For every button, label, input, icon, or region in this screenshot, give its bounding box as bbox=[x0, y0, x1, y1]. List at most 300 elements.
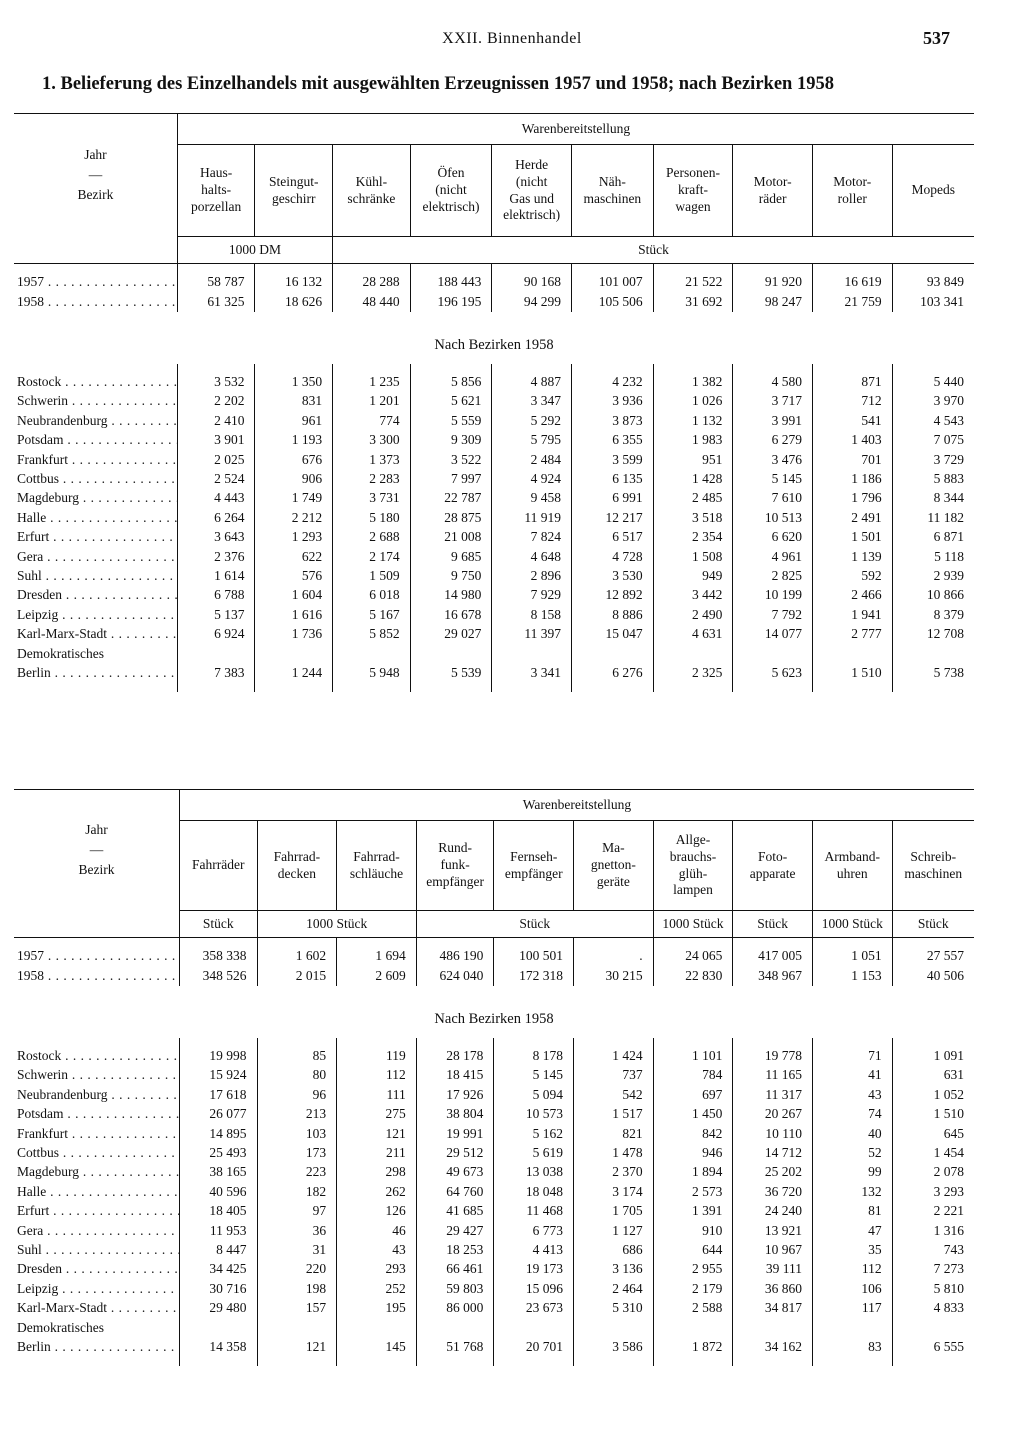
table-cell: 2 221 bbox=[892, 1202, 974, 1221]
table-cell: 701 bbox=[812, 450, 892, 469]
row-label: Potsdam . . . bbox=[14, 1105, 179, 1124]
table-cell: 644 bbox=[653, 1241, 733, 1260]
row-label: Schwerin . . . bbox=[14, 1066, 179, 1085]
table-cell bbox=[733, 644, 813, 663]
column-header bbox=[733, 821, 813, 911]
table-cell: 1 350 bbox=[255, 373, 333, 392]
row-label: Suhl . . . bbox=[14, 567, 177, 586]
table-cell: 51 768 bbox=[416, 1338, 494, 1357]
table-cell: 8 344 bbox=[892, 489, 974, 508]
district-row bbox=[14, 625, 974, 644]
table-cell: 5 795 bbox=[492, 431, 572, 450]
table-cell: 417 005 bbox=[733, 947, 813, 966]
table-cell: 196 195 bbox=[410, 292, 492, 311]
table-cell: 83 bbox=[812, 1338, 892, 1357]
row-label: 1958 . . . bbox=[14, 966, 179, 985]
table-cell: 48 440 bbox=[333, 292, 411, 311]
table-cell: 3 300 bbox=[333, 431, 411, 450]
table-cell: 61 325 bbox=[177, 292, 255, 311]
table-cell: 14 358 bbox=[179, 1338, 257, 1357]
table-cell: 3 586 bbox=[574, 1338, 654, 1357]
column-header bbox=[892, 145, 974, 237]
table-cell: 7 383 bbox=[177, 664, 255, 683]
table-cell: 1 382 bbox=[653, 373, 733, 392]
table-cell bbox=[177, 644, 255, 663]
column-header-line: (nicht bbox=[515, 173, 548, 189]
table-cell: 5 310 bbox=[574, 1299, 654, 1318]
table-cell: 1 602 bbox=[257, 947, 337, 966]
table-cell: 188 443 bbox=[410, 273, 492, 292]
unit-label: 1000 DM bbox=[177, 237, 332, 264]
table-cell: 10 573 bbox=[494, 1105, 574, 1124]
table-cell: 1 391 bbox=[653, 1202, 733, 1221]
table-cell: 1 517 bbox=[574, 1105, 654, 1124]
table-cell: 4 413 bbox=[494, 1241, 574, 1260]
table-cell: 1 510 bbox=[892, 1105, 974, 1124]
district-row bbox=[14, 1163, 974, 1182]
table-cell bbox=[410, 644, 492, 663]
table-cell: 14 712 bbox=[733, 1144, 813, 1163]
column-header-line: brauchs- bbox=[669, 848, 717, 864]
row-label: Gera . . . bbox=[14, 547, 177, 566]
table-cell: 35 bbox=[812, 1241, 892, 1260]
table-cell: 6 620 bbox=[733, 528, 813, 547]
table-cell: 21 522 bbox=[653, 273, 733, 292]
table-cell: 5 292 bbox=[492, 412, 572, 431]
table-cell: 1 186 bbox=[812, 470, 892, 489]
column-header-line: Öfen bbox=[437, 165, 465, 181]
table-cell: 86 000 bbox=[416, 1299, 494, 1318]
table-cell: 91 920 bbox=[733, 273, 813, 292]
column-header bbox=[177, 145, 255, 237]
table-cell: 1 749 bbox=[255, 489, 333, 508]
column-header bbox=[179, 821, 257, 911]
table-cell: 4 833 bbox=[892, 1299, 974, 1318]
table-cell: 28 178 bbox=[416, 1047, 494, 1066]
table-cell: 697 bbox=[653, 1086, 733, 1105]
table-cell: 29 512 bbox=[416, 1144, 494, 1163]
table-cell: 631 bbox=[892, 1066, 974, 1085]
table-cell: 24 065 bbox=[653, 947, 733, 966]
column-header-line: Motor- bbox=[833, 173, 872, 189]
year-row bbox=[14, 966, 974, 985]
table-cell: 5 559 bbox=[410, 412, 492, 431]
table-cell: 5 145 bbox=[733, 470, 813, 489]
table-cell: 676 bbox=[255, 450, 333, 469]
table-cell: 101 007 bbox=[571, 273, 653, 292]
table-cell: 195 bbox=[337, 1299, 417, 1318]
table-cell: 22 787 bbox=[410, 489, 492, 508]
table-cell: 1 614 bbox=[177, 567, 255, 586]
table-cell: 5 137 bbox=[177, 605, 255, 624]
table-cell: 275 bbox=[337, 1105, 417, 1124]
table-cell: 8 886 bbox=[571, 605, 653, 624]
table-cell: 8 178 bbox=[494, 1047, 574, 1066]
stub-header-line: Jahr bbox=[84, 147, 107, 163]
table-cell: 6 788 bbox=[177, 586, 255, 605]
column-header-line: decken bbox=[277, 865, 316, 881]
table-cell: 1 510 bbox=[812, 664, 892, 683]
column-header-line: lampen bbox=[673, 882, 713, 898]
row-label: 1957 . . . bbox=[14, 947, 179, 966]
table-cell: 9 458 bbox=[492, 489, 572, 508]
table-cell: 38 165 bbox=[179, 1163, 257, 1182]
table-cell: 5 539 bbox=[410, 664, 492, 683]
table-cell: 13 038 bbox=[494, 1163, 574, 1182]
column-header-line: gnetton- bbox=[590, 857, 636, 873]
table-cell: . bbox=[574, 947, 654, 966]
district-row bbox=[14, 586, 974, 605]
district-row bbox=[14, 1183, 974, 1202]
table-cell: 4 648 bbox=[492, 547, 572, 566]
table-cell: 3 293 bbox=[892, 1183, 974, 1202]
table-cell: 25 493 bbox=[179, 1144, 257, 1163]
table-cell: 6 555 bbox=[892, 1338, 974, 1357]
table-cell: 19 173 bbox=[494, 1260, 574, 1279]
table-cell: 98 247 bbox=[733, 292, 813, 311]
table-cell: 3 991 bbox=[733, 412, 813, 431]
table-cell: 111 bbox=[337, 1086, 417, 1105]
column-header-line: Fahrrad- bbox=[273, 848, 321, 864]
table-cell: 1 026 bbox=[653, 392, 733, 411]
table-cell: 103 341 bbox=[892, 292, 974, 311]
table-cell: 7 792 bbox=[733, 605, 813, 624]
table-cell: 66 461 bbox=[416, 1260, 494, 1279]
table-cell: 1 941 bbox=[812, 605, 892, 624]
table-cell: 2 410 bbox=[177, 412, 255, 431]
table-cell: 4 728 bbox=[571, 547, 653, 566]
table-cell: 5 856 bbox=[410, 373, 492, 392]
running-head: XXII. Binnenhandel bbox=[442, 30, 582, 47]
table-cell: 121 bbox=[337, 1124, 417, 1143]
table-cell: 1 235 bbox=[333, 373, 411, 392]
table-cell: 3 174 bbox=[574, 1183, 654, 1202]
table-cell: 11 919 bbox=[492, 509, 572, 528]
table-cell: 132 bbox=[812, 1183, 892, 1202]
table-cell: 39 111 bbox=[733, 1260, 813, 1279]
table-cell: 198 bbox=[257, 1279, 337, 1298]
table-cell: 1 051 bbox=[812, 947, 892, 966]
table-cell: 6 924 bbox=[177, 625, 255, 644]
table-cell bbox=[257, 1318, 337, 1337]
row-label: Karl-Marx-Stadt . . . bbox=[14, 1299, 179, 1318]
table-cell: 97 bbox=[257, 1202, 337, 1221]
column-header bbox=[337, 821, 417, 911]
table-cell: 5 167 bbox=[333, 605, 411, 624]
column-header bbox=[492, 145, 572, 237]
table-cell: 145 bbox=[337, 1338, 417, 1357]
table-cell: 15 047 bbox=[571, 625, 653, 644]
table-cell: 1 894 bbox=[653, 1163, 733, 1182]
column-header-line: schränke bbox=[347, 190, 396, 206]
table-cell: 18 048 bbox=[494, 1183, 574, 1202]
column-header-line: maschinen bbox=[583, 190, 642, 206]
table-cell: 14 077 bbox=[733, 625, 813, 644]
table-cell: 645 bbox=[892, 1124, 974, 1143]
table-cell: 4 580 bbox=[733, 373, 813, 392]
table-cell: 1 193 bbox=[255, 431, 333, 450]
row-label: Leipzig . . . bbox=[14, 1279, 179, 1298]
table-2 bbox=[14, 789, 974, 1366]
column-header-line: glüh- bbox=[678, 865, 708, 881]
column-header bbox=[333, 145, 411, 237]
table-cell: 3 530 bbox=[571, 567, 653, 586]
table-cell: 1 705 bbox=[574, 1202, 654, 1221]
section-title: Nach Bezirken 1958 bbox=[434, 336, 554, 353]
group-header: Warenbereitstellung bbox=[177, 114, 974, 145]
table-cell: 36 bbox=[257, 1221, 337, 1240]
table-cell: 28 875 bbox=[410, 509, 492, 528]
stub-header-line: Bezirk bbox=[77, 187, 114, 203]
table-cell: 712 bbox=[812, 392, 892, 411]
table-cell: 27 557 bbox=[892, 947, 974, 966]
table-cell: 6 991 bbox=[571, 489, 653, 508]
table-cell: 46 bbox=[337, 1221, 417, 1240]
table-cell: 30 716 bbox=[179, 1279, 257, 1298]
unit-label: Stück bbox=[333, 237, 974, 264]
table-cell: 5 094 bbox=[494, 1086, 574, 1105]
table-cell bbox=[812, 644, 892, 663]
table-cell: 3 936 bbox=[571, 392, 653, 411]
table-cell: 31 bbox=[257, 1241, 337, 1260]
table-cell: 7 997 bbox=[410, 470, 492, 489]
table-cell: 10 866 bbox=[892, 586, 974, 605]
table-cell: 348 526 bbox=[179, 966, 257, 985]
table-cell: 18 415 bbox=[416, 1066, 494, 1085]
table-cell: 1 316 bbox=[892, 1221, 974, 1240]
column-header bbox=[257, 821, 337, 911]
table-cell bbox=[179, 1318, 257, 1337]
table-cell: 2 777 bbox=[812, 625, 892, 644]
table-cell: 3 522 bbox=[410, 450, 492, 469]
column-header-line: Personen- bbox=[665, 165, 720, 181]
table-cell: 2 015 bbox=[257, 966, 337, 985]
column-header-line: geschirr bbox=[272, 190, 316, 206]
table-cell: 1 139 bbox=[812, 547, 892, 566]
table-cell: 2 609 bbox=[337, 966, 417, 985]
row-label: Berlin . . . bbox=[14, 1338, 179, 1357]
table-cell: 38 804 bbox=[416, 1105, 494, 1124]
table-cell: 3 532 bbox=[177, 373, 255, 392]
table-cell: 541 bbox=[812, 412, 892, 431]
table-cell: 1 450 bbox=[653, 1105, 733, 1124]
table-cell: 6 264 bbox=[177, 509, 255, 528]
table-cell: 30 215 bbox=[574, 966, 654, 985]
table-cell: 9 750 bbox=[410, 567, 492, 586]
table-cell: 29 480 bbox=[179, 1299, 257, 1318]
stub-header-line: Bezirk bbox=[78, 862, 115, 878]
table-cell: 34 425 bbox=[179, 1260, 257, 1279]
column-header bbox=[892, 821, 974, 911]
table-cell: 2 955 bbox=[653, 1260, 733, 1279]
district-row bbox=[14, 528, 974, 547]
district-row bbox=[14, 1241, 974, 1260]
table-cell: 298 bbox=[337, 1163, 417, 1182]
table-cell: 1 424 bbox=[574, 1047, 654, 1066]
column-header-line: Ma- bbox=[602, 840, 625, 856]
row-label: Demokratisches bbox=[17, 1319, 104, 1335]
column-header bbox=[574, 821, 654, 911]
table-cell: 946 bbox=[653, 1144, 733, 1163]
stub-header-line: — bbox=[88, 167, 103, 183]
table-cell: 2 491 bbox=[812, 509, 892, 528]
table-cell: 103 bbox=[257, 1124, 337, 1143]
table-cell: 1 101 bbox=[653, 1047, 733, 1066]
table-cell: 41 bbox=[812, 1066, 892, 1085]
row-label: Dresden . . . bbox=[14, 1260, 179, 1279]
table-cell: 871 bbox=[812, 373, 892, 392]
table-cell: 43 bbox=[337, 1241, 417, 1260]
table-cell: 1 373 bbox=[333, 450, 411, 469]
year-row bbox=[14, 292, 974, 311]
column-header-line: empfänger bbox=[504, 865, 563, 881]
table-cell: 6 355 bbox=[571, 431, 653, 450]
table-cell: 22 830 bbox=[653, 966, 733, 985]
table-cell: 6 517 bbox=[571, 528, 653, 547]
table-cell: 686 bbox=[574, 1241, 654, 1260]
row-label: Neubrandenburg . . . bbox=[14, 412, 177, 431]
table-cell: 40 596 bbox=[179, 1183, 257, 1202]
table-cell: 1 153 bbox=[812, 966, 892, 985]
table-cell: 12 708 bbox=[892, 625, 974, 644]
table-cell: 11 397 bbox=[492, 625, 572, 644]
row-label: Erfurt . . . bbox=[14, 1202, 179, 1221]
row-label: Berlin . . . bbox=[14, 664, 177, 683]
table-cell: 99 bbox=[812, 1163, 892, 1182]
year-row bbox=[14, 947, 974, 966]
table-cell: 74 bbox=[812, 1105, 892, 1124]
district-row bbox=[14, 1066, 974, 1085]
table-cell: 2 588 bbox=[653, 1299, 733, 1318]
unit-label: 1000 Stück bbox=[653, 911, 733, 938]
row-label: Dresden . . . bbox=[14, 586, 177, 605]
table-cell: 112 bbox=[337, 1066, 417, 1085]
table-cell: 7 929 bbox=[492, 586, 572, 605]
table-cell bbox=[492, 644, 572, 663]
column-header-line: Näh- bbox=[598, 173, 626, 189]
district-row bbox=[14, 1260, 974, 1279]
column-header bbox=[653, 821, 733, 911]
stub-header-line: Jahr bbox=[85, 822, 108, 838]
table-cell: 831 bbox=[255, 392, 333, 411]
unit-label: 1000 Stück bbox=[812, 911, 892, 938]
table-cell: 3 347 bbox=[492, 392, 572, 411]
table-cell: 112 bbox=[812, 1260, 892, 1279]
table-cell: 100 501 bbox=[494, 947, 574, 966]
table-cell: 15 924 bbox=[179, 1066, 257, 1085]
column-header-line: Fernseh- bbox=[510, 848, 558, 864]
table-cell: 64 760 bbox=[416, 1183, 494, 1202]
table-cell: 3 970 bbox=[892, 392, 974, 411]
district-row bbox=[14, 412, 974, 431]
table-cell: 11 182 bbox=[892, 509, 974, 528]
table-cell: 3 901 bbox=[177, 431, 255, 450]
table-cell: 1 091 bbox=[892, 1047, 974, 1066]
table-cell: 2 174 bbox=[333, 547, 411, 566]
table-cell: 842 bbox=[653, 1124, 733, 1143]
table-cell: 624 040 bbox=[416, 966, 494, 985]
column-header-line: Fahrräder bbox=[191, 857, 245, 873]
table-cell: 2 202 bbox=[177, 392, 255, 411]
table-cell: 1 052 bbox=[892, 1086, 974, 1105]
column-header bbox=[733, 145, 813, 237]
table-cell: 11 953 bbox=[179, 1221, 257, 1240]
row-label: 1958 . . . bbox=[14, 292, 177, 311]
table-cell: 17 926 bbox=[416, 1086, 494, 1105]
table-cell: 2 354 bbox=[653, 528, 733, 547]
row-label: Schwerin . . . bbox=[14, 392, 177, 411]
table-cell: 19 991 bbox=[416, 1124, 494, 1143]
page-number: 537 bbox=[923, 28, 950, 48]
table-cell: 2 283 bbox=[333, 470, 411, 489]
stub-header bbox=[14, 114, 177, 237]
district-row bbox=[14, 1105, 974, 1124]
table-cell: 1 983 bbox=[653, 431, 733, 450]
column-header bbox=[653, 145, 733, 237]
table-cell: 26 077 bbox=[179, 1105, 257, 1124]
table-cell: 8 158 bbox=[492, 605, 572, 624]
row-label: 1957 . . . bbox=[14, 273, 177, 292]
table-cell: 1 604 bbox=[255, 586, 333, 605]
table-cell: 59 803 bbox=[416, 1279, 494, 1298]
table-cell: 58 787 bbox=[177, 273, 255, 292]
table-cell: 5 180 bbox=[333, 509, 411, 528]
unit-label: 1000 Stück bbox=[257, 911, 416, 938]
table-cell: 6 871 bbox=[892, 528, 974, 547]
column-header-line: (nicht bbox=[435, 182, 467, 198]
table-cell: 28 288 bbox=[333, 273, 411, 292]
table-cell: 19 998 bbox=[179, 1047, 257, 1066]
table-cell: 1 428 bbox=[653, 470, 733, 489]
table-cell: 10 513 bbox=[733, 509, 813, 528]
table-cell: 2 688 bbox=[333, 528, 411, 547]
table-cell: 2 325 bbox=[653, 664, 733, 683]
table-cell: 622 bbox=[255, 547, 333, 566]
row-label: Cottbus . . . bbox=[14, 470, 177, 489]
table-cell: 16 678 bbox=[410, 605, 492, 624]
table-cell: 182 bbox=[257, 1183, 337, 1202]
table-cell: 5 118 bbox=[892, 547, 974, 566]
table-cell: 961 bbox=[255, 412, 333, 431]
table-cell: 910 bbox=[653, 1221, 733, 1240]
table-cell bbox=[494, 1318, 574, 1337]
stub-header-unit bbox=[14, 237, 177, 264]
table-cell bbox=[733, 1318, 813, 1337]
column-header-line: elektrisch) bbox=[422, 198, 480, 214]
column-header-line: räder bbox=[758, 190, 787, 206]
column-header bbox=[571, 145, 653, 237]
district-row bbox=[14, 1124, 974, 1143]
table-cell: 117 bbox=[812, 1299, 892, 1318]
row-label: Halle . . . bbox=[14, 509, 177, 528]
row-label: Demokratisches bbox=[17, 645, 104, 661]
column-header-line: uhren bbox=[836, 865, 868, 881]
column-header-line: Fahrrad- bbox=[353, 848, 400, 864]
district-row bbox=[14, 509, 974, 528]
row-label: Halle . . . bbox=[14, 1183, 179, 1202]
district-row-label bbox=[14, 1318, 974, 1337]
table-cell: 3 873 bbox=[571, 412, 653, 431]
table-cell: 173 bbox=[257, 1144, 337, 1163]
district-row bbox=[14, 567, 974, 586]
table-cell: 5 619 bbox=[494, 1144, 574, 1163]
table-cell: 1 478 bbox=[574, 1144, 654, 1163]
table-cell: 1 244 bbox=[255, 664, 333, 683]
column-header bbox=[255, 145, 333, 237]
district-row bbox=[14, 1047, 974, 1066]
table-cell: 2 078 bbox=[892, 1163, 974, 1182]
row-label: Erfurt . . . bbox=[14, 528, 177, 547]
